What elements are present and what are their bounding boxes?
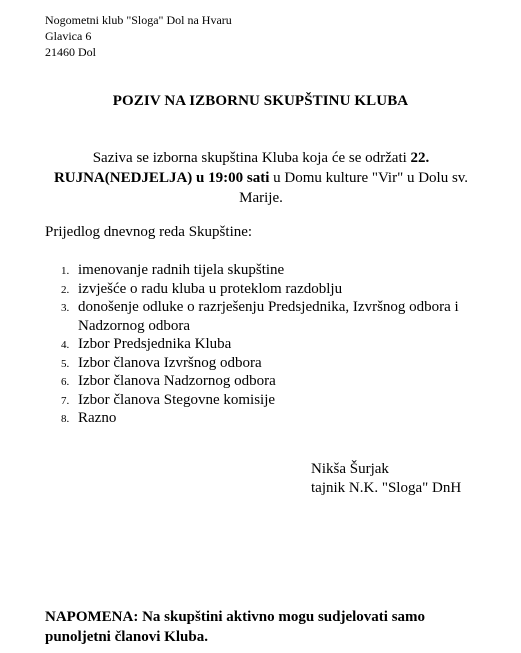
item-text: Izbor članova Stegovne komisije	[78, 391, 276, 408]
agenda-list	[48, 261, 498, 428]
list-item	[48, 354, 498, 373]
item-text: imenovanje radnih tijela skupštine	[78, 262, 285, 278]
list-item	[48, 409, 498, 428]
item-number: 3.	[61, 302, 70, 314]
item-text: Izbor Predsjednika Kluba	[78, 336, 232, 352]
item-text: Izbor članova Nadzornog odbora	[78, 373, 276, 389]
list-item	[48, 335, 498, 354]
sender-postal-city: 21460 Dol	[45, 45, 96, 59]
list-item	[48, 391, 498, 410]
sender-address	[45, 12, 232, 60]
sender-street: Glavica 6	[45, 29, 92, 43]
item-number: 5.	[61, 357, 70, 370]
item-number: 6.	[61, 376, 70, 388]
item-number: 2.	[61, 283, 70, 296]
list-item	[48, 298, 498, 335]
note-paragraph: NAPOMENA: Na skupštini aktivno mogu sudjelovati samo punoljetni članovi Kluba.	[45, 609, 426, 645]
intro-text-after: u Domu kulture "Vir" u Dolu sv. Marije.	[239, 170, 469, 206]
signature-role: tajnik N.K. "Sloga" DnH	[311, 480, 462, 496]
item-number: 8.	[61, 413, 70, 425]
intro-date: 22. RUJNA(NEDJELJA) u 19:00 sati	[53, 150, 430, 186]
list-item	[48, 261, 498, 280]
item-text: donošenje odluke o razrješenju Predsjednika, Izvršnog odbora i Nadzornog odbora	[78, 299, 459, 334]
item-text: Izbor članova Izvršnog odbora	[78, 354, 262, 371]
item-number: 1.	[61, 265, 70, 277]
list-item	[48, 280, 498, 299]
list-item	[48, 372, 498, 391]
agenda-label: Prijedlog dnevnog reda Skupštine:	[45, 224, 253, 240]
item-number: 4.	[61, 339, 70, 351]
item-text: Razno	[78, 410, 117, 426]
item-number: 7.	[61, 394, 70, 407]
sender-club-name: Nogometni klub "Sloga" Dol na Hvaru	[45, 13, 232, 27]
intro-text-before: Saziva se izborna skupština Kluba koja će se održati	[92, 150, 411, 166]
item-text: izvješće o radu kluba u proteklom razdoblju	[78, 280, 343, 297]
intro-paragraph	[34, 148, 488, 208]
signature-block	[311, 460, 461, 498]
document-title: POZIV NA IZBORNU SKUPŠTINU KLUBA	[112, 93, 409, 109]
signature-name: Nikša Šurjak	[311, 461, 389, 477]
